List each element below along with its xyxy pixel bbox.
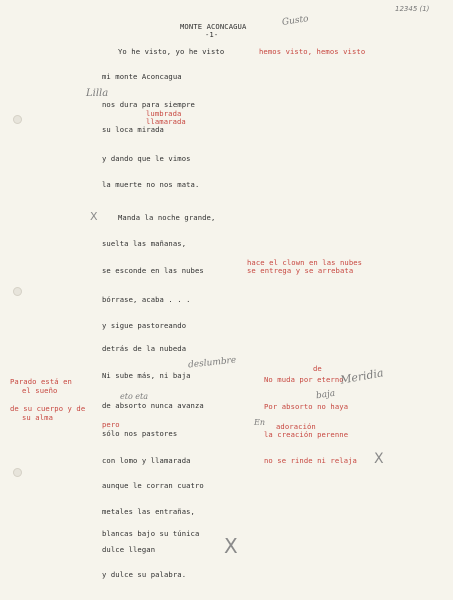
poem-line: detrás de la nubeda: [102, 344, 187, 353]
poem-line: Ni sube más, ni baja: [102, 371, 191, 380]
document-id-stamp: 12345 (1): [395, 5, 430, 13]
poem-line: blancas bajo su túnica: [102, 529, 200, 538]
punch-hole: [13, 287, 22, 296]
margin-note: Parado está en: [10, 377, 72, 386]
poem-line: suelta las mañanas,: [102, 239, 187, 248]
poem-title: MONTE ACONCAGUA: [180, 22, 247, 31]
poem-line: nos dura para siempre: [102, 100, 195, 109]
poem-line: la muerte no nos mata.: [102, 180, 200, 189]
margin-note: su alma: [22, 413, 53, 422]
punch-hole: [13, 468, 22, 477]
poem-line: aunque le corran cuatro: [102, 481, 204, 490]
handwritten-note: Meridia: [339, 366, 385, 387]
strike-mark: X: [90, 210, 98, 223]
poem-line: mi monte Aconcagua: [102, 72, 182, 81]
poem-line: y dulce su palabra.: [102, 570, 187, 579]
handwritten-note: deslumbre: [187, 355, 237, 371]
handwritten-note: En: [254, 418, 265, 427]
poem-line: y dando que le vimos: [102, 154, 191, 163]
correction-note: lumbrada: [146, 109, 182, 118]
poem-line: bórrase, acaba . . .: [102, 295, 191, 304]
correction-note: llamarada: [146, 117, 186, 126]
correction-note: Por absorto no haya: [264, 402, 349, 411]
correction-note: pero: [102, 420, 120, 429]
correction-note: se entrega y se arrebata: [247, 266, 354, 275]
margin-note: el sueño: [22, 386, 58, 395]
poem-line: su loca mirada: [102, 125, 164, 134]
strike-mark: X: [224, 534, 238, 558]
poem-line: se esconde en las nubes: [102, 266, 204, 275]
poem-line: Manda la noche grande,: [118, 213, 216, 222]
poem-line: con lomo y llamarada: [102, 456, 191, 465]
poem-line: de absorto nunca avanza: [102, 401, 204, 410]
poem-line: y sigue pastoreando: [102, 321, 187, 330]
correction-note: de: [313, 364, 322, 373]
correction-note: adoración: [276, 422, 316, 431]
handwritten-note: Gusto: [281, 14, 310, 28]
correction-note: No muda por eterno: [264, 375, 344, 384]
page-marker: -1-: [205, 30, 219, 39]
strike-mark: X: [374, 451, 384, 467]
margin-note: de su cuerpo y de: [10, 404, 86, 413]
poem-line: dulce llegan: [102, 545, 156, 554]
correction-note: la creación perenne: [264, 430, 349, 439]
poem-line: metales las entrañas,: [102, 507, 195, 516]
correction-note: hace el clown en las nubes: [247, 258, 363, 267]
poem-line: sólo nos pastores: [102, 429, 178, 438]
handwritten-note: baja: [315, 388, 336, 402]
correction-note: hemos visto, hemos visto: [259, 47, 366, 56]
poem-line: Yo he visto, yo he visto: [118, 47, 225, 56]
correction-note: no se rinde ni relaja: [264, 456, 357, 465]
handwritten-note: eto eta: [120, 392, 149, 401]
handwritten-note: Lilla: [86, 88, 109, 99]
punch-hole: [13, 115, 22, 124]
